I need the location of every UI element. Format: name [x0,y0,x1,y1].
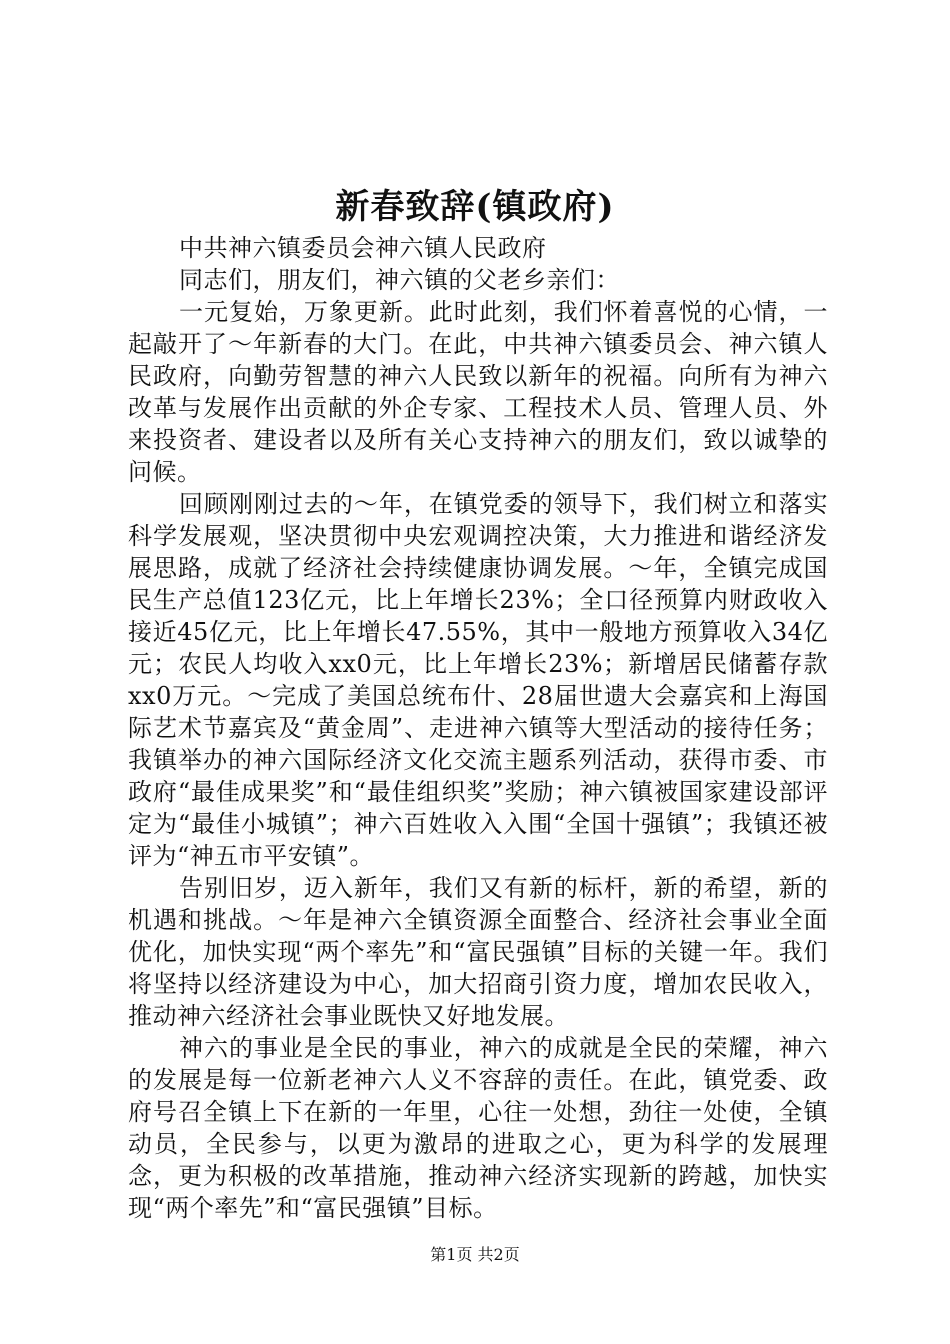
paragraph-greeting: 一元复始，万象更新。此时此刻，我们怀着喜悦的心情，一起敲开了～年新春的大门。在此，中共神六镇委员会、神六镇人民政府，向勤劳智慧的神六人民致以新年的祝福。向所有为神六改革与发展作出贡献的外企专家、工程技术人员、管理人员、外来投资者、建设者以及所有关心支持神六的朋友们，致以诚挚的问候。 [128,298,828,486]
paragraph-sender: 中共神六镇委员会神六镇人民政府 [179,234,547,262]
paragraph-review: 回顾刚刚过去的～年，在镇党委的领导下，我们树立和落实科学发展观，坚决贯彻中央宏观调控决策，大力推进和谐经济发展思路，成就了经济社会持续健康协调发展。～年，全镇完成国民生产总值123亿元，比上年增长23%；全口径预算内财政收入接近45亿元，比上年增长47.55%，其中一般地方预算收入34亿元；农民人均收入xx0元，比上年增长23%；新增居民储蓄存款xx0万元。～完成了美国总统布什、28届世遗大会嘉宾和上海国际艺术节嘉宾及“黄金周”、走进神六镇等大型活动的接待任务；我镇举办的神六国际经济文化交流主题系列活动，获得市委、市政府“最佳成果奖”和“最佳组织奖”奖励；神六镇被国家建设部评定为“最佳小城镇”；神六百姓收入入围“全国十强镇”；我镇还被评为“神五市平安镇”。 [128,490,828,870]
document-body [128,232,828,1224]
paragraph-salutation: 同志们，朋友们，神六镇的父老乡亲们： [179,266,620,294]
paragraph-call-to-action: 神六的事业是全民的事业，神六的成就是全民的荣耀，神六的发展是每一位新老神六人义不容辞的责任。在此，镇党委、政府号召全镇上下在新的一年里，心往一处想，劲往一处使，全镇动员，全民参与，以更为激昂的进取之心，更为科学的发展理念，更为积极的改革措施，推动神六经济实现新的跨越，加快实现“两个率先”和“富民强镇”目标。 [128,1034,828,1222]
page-footer: 第1页 共2页 [430,1245,520,1264]
document-title: 新春致辞(镇政府) [335,187,615,227]
paragraph-new-year: 告别旧岁，迈入新年，我们又有新的标杆，新的希望，新的机遇和挑战。～年是神六全镇资源全面整合、经济社会事业全面优化，加快实现“两个率先”和“富民强镇”目标的关键一年。我们将坚持以经济建设为中心，加大招商引资力度，增加农民收入，推动神六经济社会事业既快又好地发展。 [128,874,828,1030]
